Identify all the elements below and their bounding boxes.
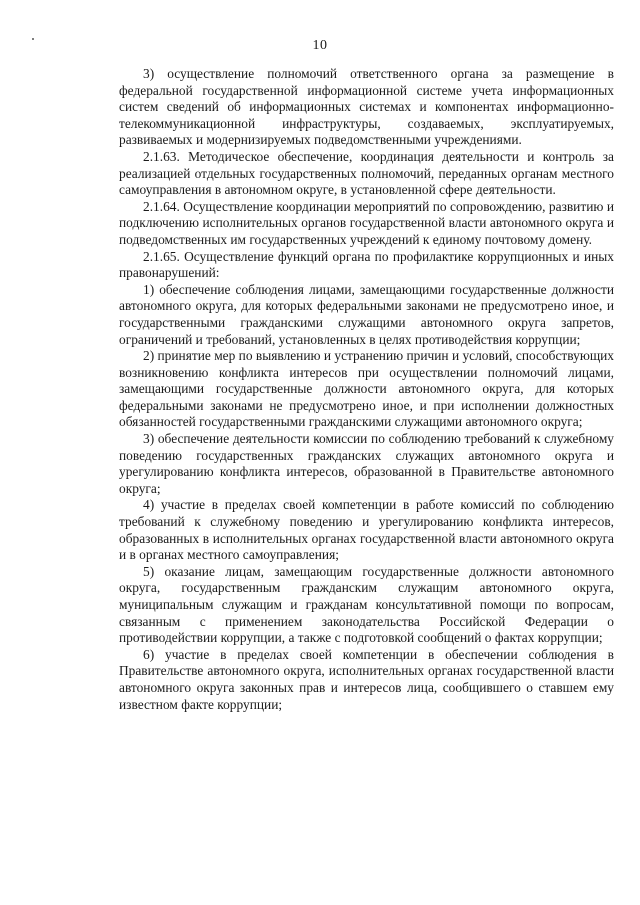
- paragraph-item-2: 2) принятие мер по выявлению и устранению причин и условий, способствующих возникновению конфликта интересов при осуществлении полномочий лицами, замещающими государственные должности автономного округа, для которых федеральными законами не предусмотрено иное, и при исполнении должностных обязанностей государственными гражданскими служащими автономного округа;: [119, 348, 614, 430]
- paragraph-item-3: 3) осуществление полномочий ответственного органа за размещение в федеральной государственной информационной системе учета информационных систем сведений об информационных системах и компонентах информационно-телекоммуникационной инфраструктуры, создаваемых, эксплуатируемых, развиваемых и модернизируемых подведомственными учреждениями.: [119, 66, 614, 148]
- page-number: 10: [312, 38, 328, 53]
- paragraph-2-1-63: 2.1.63. Методическое обеспечение, координация деятельности и контроль за реализацией отдельных государственных полномочий, переданных органам местного самоуправления в автономном округе, в установленной сфере деятельности.: [119, 148, 614, 198]
- paragraph-item-5: 5) оказание лицам, замещающим государственные должности автономного округа, государственным гражданским служащим автономного округа, муниципальным служащим и гражданам консультативной помощи по вопросам, связанным с применением законодательства Российской Федерации о противодействии коррупции, а также с подготовкой сообщений о фактах коррупции;: [119, 563, 614, 646]
- paragraph-item-4: 4) участие в пределах своей компетенции в работе комиссий по соблюдению требований к служебному поведению и урегулированию конфликта интересов, образованных в исполнительных органах государственной власти автономного округа и в органах местного самоуправления;: [119, 497, 614, 563]
- paragraph-item-3b: 3) обеспечение деятельности комиссии по соблюдению требований к служебному поведению государственных гражданских служащих автономного округа и урегулированию конфликта интересов, образованной в Правительстве автономного округа;: [119, 431, 614, 496]
- document-body: [119, 66, 614, 713]
- paragraph-item-1: 1) обеспечение соблюдения лицами, замещающими государственные должности автономного округа, для которых федеральными законами не предусмотрено иное, и государственными гражданскими служащими автономного округа запретов, ограничений и требований, установленных в целях противодействия коррупции;: [119, 281, 614, 347]
- paragraph-item-6: 6) участие в пределах своей компетенции в обеспечении соблюдения в Правительстве автономного округа, исполнительных органах государственной власти автономного округа законных прав и интересов лица, сообщившего о ставшем ему известном факте коррупции;: [119, 646, 614, 712]
- paragraph-2-1-65: 2.1.65. Осуществление функций органа по профилактике коррупционных и иных правонарушений:: [119, 248, 614, 281]
- paragraph-2-1-64: 2.1.64. Осуществление координации мероприятий по сопровождению, развитию и подключению исполнительных органов государственной власти автономного округа и подведомственных им государственных учреждений к единому почтовому домену.: [119, 198, 614, 247]
